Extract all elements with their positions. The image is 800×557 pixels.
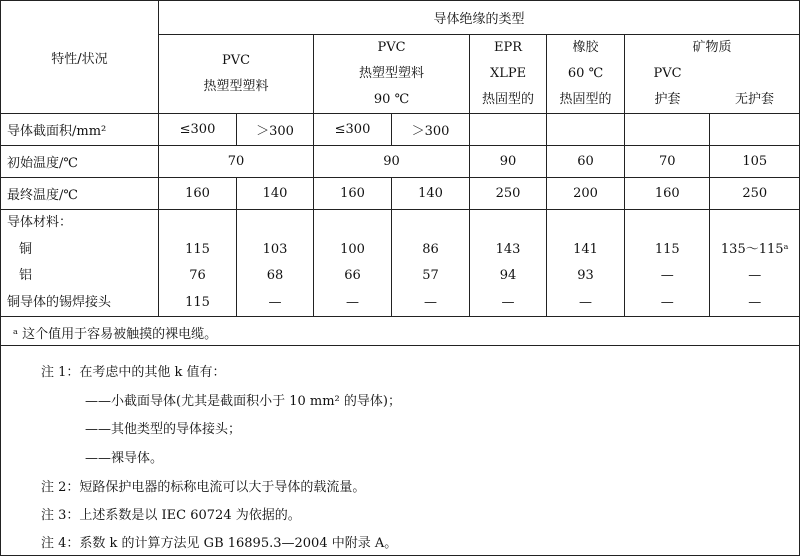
table-cell: 135～115ᵃ [720,241,789,257]
table-cell: 103 [262,241,288,257]
table-cell: 60 [547,146,625,178]
row-label: 初始温度/℃ [1,146,159,178]
table-cell: — [424,294,437,310]
table-cell: 160 [159,178,237,210]
table-cell: 140 [392,178,470,210]
row-label: 导体截面积/mm² [1,114,159,146]
table-cell: 70 [159,146,314,178]
notes-block [0,345,800,556]
mineral-pvc-sheath-header: PVC 护套 [653,66,682,107]
note-4: 注 4：系数 k 的计算方法见 GB 16895.3—2004 中附录 A。 [41,536,398,551]
row-label: 铝 [19,268,33,283]
note-3: 注 3：上述系数是以 IEC 60724 为依据的。 [41,508,301,523]
table-cell: — [660,294,674,310]
table-cell: ≤300 [159,114,237,146]
table-cell [625,114,710,146]
table-cell: 140 [237,178,314,210]
footnote-text: ᵃ 这个值用于容易被触摸的裸电缆。 [13,327,218,342]
table-cell: 66 [344,268,361,283]
table-cell: 115 [654,241,680,257]
table-cell: — [579,294,592,310]
footnote [0,316,800,346]
insulation-type-header: 导体绝缘的类型 [159,1,800,35]
table-cell: 115 [185,294,210,310]
pvc-header: PVC 热塑型塑料 [159,35,314,114]
table-cell: 115 [185,241,210,257]
pvc-90-header: PVC 热塑型塑料 90 ℃ [314,35,470,114]
table-cell [710,114,800,146]
table-cell: — [660,268,674,283]
table-row [1,178,800,210]
table-cell: 160 [625,178,710,210]
table-cell: — [748,294,762,310]
table-cell: 94 [499,268,517,283]
table-cell: ≤300 [314,114,392,146]
table-cell: ＞300 [237,114,314,146]
property-header: 特性/状况 [1,1,159,114]
note-1: 注 1：在考虑中的其他 k 值有： [41,365,226,380]
table-cell: 57 [422,268,439,283]
table-cell: 93 [577,268,594,283]
mineral-bare-header: 无护套 [734,92,774,107]
table-cell: 200 [547,178,625,210]
table-cell: 250 [710,178,800,210]
table-cell [547,114,625,146]
row-label: 最终温度/℃ [1,178,159,210]
table-cell: 70 [625,146,710,178]
note-1-item: ——其他类型的导体接头； [85,422,242,437]
table-cell: 90 [314,146,470,178]
material-block [1,210,800,317]
table-cell: 105 [710,146,800,178]
rubber-header: 橡胶 60 ℃ 热固型的 [547,35,625,114]
table-cell: 86 [422,241,439,257]
table-cell: 141 [573,241,598,257]
table-cell: ＞300 [392,114,470,146]
table-row [1,146,800,178]
row-label: 导体材料： [7,215,73,230]
table-cell: — [346,294,359,310]
note-1-item: ——小截面导体(尤其是截面积小于 10 mm² 的导体)； [85,394,401,409]
table-cell: — [748,268,762,283]
table-cell: 68 [266,268,284,283]
note-1-item: ——裸导体。 [85,451,164,466]
table-cell: 76 [189,268,206,283]
table-cell [470,114,547,146]
table-cell: 160 [314,178,392,210]
table-cell: 143 [495,241,521,257]
row-label: 铜 [19,241,33,257]
epr-xlpe-header: EPR XLPE 热固型的 [470,35,547,114]
row-label: 铜导体的锡焊接头 [7,294,112,310]
table-cell: 100 [340,241,365,257]
table-cell: 90 [470,146,547,178]
table-cell: — [268,294,282,310]
table-cell: — [501,294,515,310]
table-row [1,114,800,146]
mineral-header: 矿物质 PVC 护套 无护套 [625,35,800,114]
table-cell: 250 [470,178,547,210]
note-2: 注 2：短路保护电器的标称电流可以大于导体的载流量。 [41,480,366,495]
